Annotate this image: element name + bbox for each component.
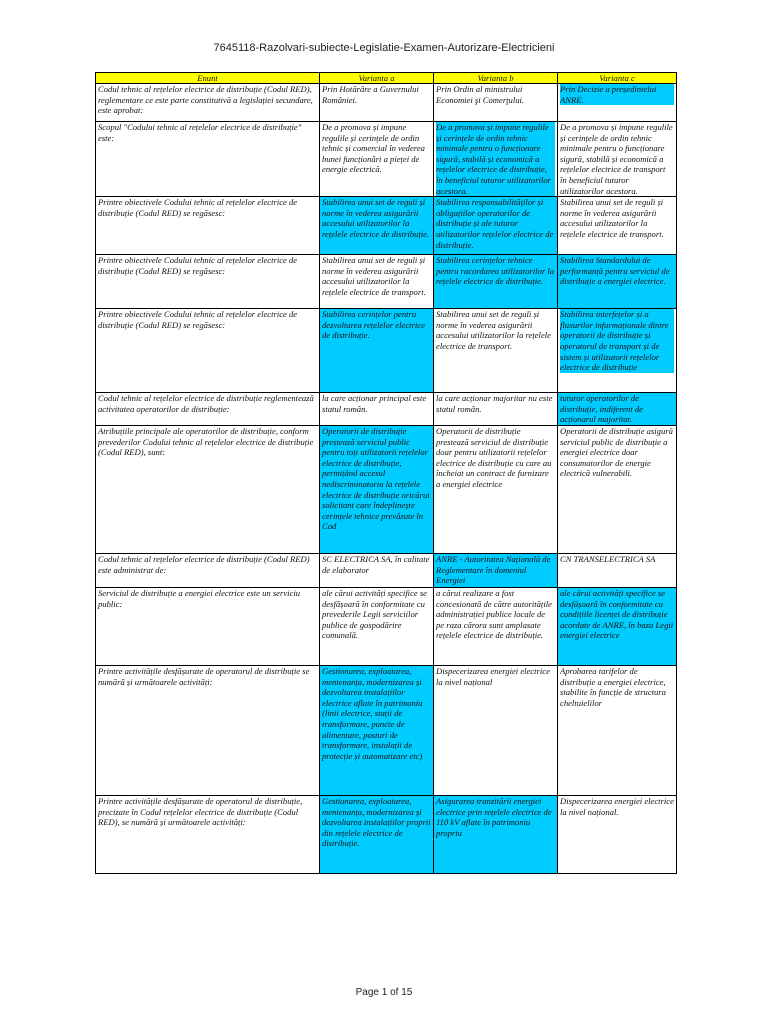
answer-c-cell bbox=[558, 587, 677, 665]
answer-c-text: Dispecerizarea energiei electrice la nivel național. bbox=[560, 795, 674, 817]
header-varianta-a: Varianta a bbox=[320, 73, 434, 84]
answer-c-text: tuturor operatorilor de distribuție, indiferent de acționarul majoritar. bbox=[560, 393, 643, 425]
answer-b-text: Operatorii de distribuție prestează serviciul de distribuție doar pentru utilizatorii rețelelor electrice de distribuție cu care au încheiat un contract de furnizare a energiei electrice bbox=[436, 425, 552, 489]
answer-a-cell bbox=[320, 84, 434, 122]
question-cell: Printre activitățile desfășurate de operatorul de distribuție, precizate în Codul rețelelor electrice de distribuție (Codul RED), se numără și următoarele activități: bbox=[96, 795, 320, 873]
answer-b-text: ANRE - Autoritatea Națională de Reglementare în domeniul Energiei bbox=[436, 553, 551, 586]
answer-b-cell bbox=[434, 197, 558, 255]
answer-a-cell bbox=[320, 425, 434, 553]
answer-a-cell bbox=[320, 255, 434, 309]
table-row bbox=[96, 553, 677, 587]
question-cell: Scopul "Codului tehnic al rețelelor electrice de distribuție" este: bbox=[96, 122, 320, 197]
table-row bbox=[96, 122, 677, 197]
answer-b-text: Prin Ordin al ministrului Economiei şi Comerţului. bbox=[436, 84, 525, 105]
answer-a-cell bbox=[320, 795, 434, 873]
table-row bbox=[96, 425, 677, 553]
answer-a-text: Prin Hotărâre a Guvernului României. bbox=[322, 84, 419, 105]
answer-c-text: CN TRANSELECTRICA SA bbox=[560, 553, 656, 564]
answer-a-text: Stabilirea unui set de reguli și norme în vederea asigurării accesului utilizatorilor la rețelele electrice de transport. bbox=[322, 255, 426, 297]
question-cell: Serviciul de distribuție a energiei electrice este un serviciu public: bbox=[96, 587, 320, 665]
table-row bbox=[96, 197, 677, 255]
header-enunt: Enunt bbox=[96, 73, 320, 84]
answer-b-text: Stabilirea cerințelor tehnice pentru racordarea utilizatorilor la rețelele electrice de distribuție. bbox=[436, 255, 555, 287]
answer-c-text: De a promova și impune regulile și cerințele de ordin tehnic minimale pentru o funcționare sigură, stabilă și economică a rețelelor electrice de transport în beneficiul tuturor utilizatorilor acestora. bbox=[560, 122, 673, 196]
question-cell: Printre obiectivele Codului tehnic al rețelelor electrice de distribuție (Codul RED) se regăsesc: bbox=[96, 197, 320, 255]
answer-c-text: ale cărui activități specifice se desfășoară în conformitate cu condițiile licenței de distribuție acordate de ANRE, în baza Legii energiei electrice bbox=[560, 587, 674, 641]
answer-b-cell bbox=[434, 122, 558, 197]
table-row bbox=[96, 84, 677, 122]
answer-c-cell bbox=[558, 197, 677, 255]
answer-c-text: Stabilirea Standardului de performanță pentru serviciul de distribuție a energiei electrice. bbox=[560, 255, 670, 287]
answer-c-text: Stabilirea interfețelor și a fluxurilor informaționale dintre operatorii de distribuție și operatorul de transport și de sistem și utilizatorii rețelelor electrice de distribuție bbox=[560, 309, 674, 373]
answer-b-text: a cărui realizare a fost concesionată de către autoritățile administrației publice locale de pe raza cărora sunt amplasate rețelele electrice de distribuție. bbox=[436, 587, 552, 641]
answer-c-cell bbox=[558, 122, 677, 197]
question-cell: Printre obiectivele Codului tehnic al rețelelor electrice de distribuție (Codul RED) se regăsesc: bbox=[96, 255, 320, 309]
answer-b-text: Dispecerizarea energiei electrice la nivel național bbox=[436, 665, 550, 687]
question-cell: Atribuțiile principale ale operatorilor de distribuție, conform prevederilor Codului tehnic al rețelelor electrice de distribuție (Codul RED), sunt: bbox=[96, 425, 320, 553]
answer-a-cell bbox=[320, 393, 434, 426]
answer-c-text: Operatorii de distribuție asigură serviciul public de distribuție a energiei electrice doar consumatorilor de energie electrică vulnerabili. bbox=[560, 425, 673, 479]
answer-b-cell bbox=[434, 587, 558, 665]
answer-a-cell bbox=[320, 553, 434, 587]
answer-c-cell bbox=[558, 425, 677, 553]
question-cell: Printre activitățile desfășurate de operatorul de distribuție se numără și următoarele activități: bbox=[96, 665, 320, 795]
table-row bbox=[96, 795, 677, 873]
page-footer: Page 1 of 15 bbox=[355, 987, 413, 998]
answer-a-text: la care acționar principal este statul român. bbox=[322, 393, 427, 414]
answer-c-text: Prin Decizie a președintelui ANRE. bbox=[560, 84, 674, 105]
answer-b-cell bbox=[434, 665, 558, 795]
answer-b-cell bbox=[434, 553, 558, 587]
question-cell: Codul tehnic al rețelelor electrice de distribuție (Codul RED) este administrat de: bbox=[96, 553, 320, 587]
answer-c-cell bbox=[558, 665, 677, 795]
question-cell: Printre obiectivele Codului tehnic al rețelelor electrice de distribuție (Codul RED) se regăsesc: bbox=[96, 309, 320, 393]
answer-c-cell bbox=[558, 84, 677, 122]
answer-a-cell bbox=[320, 122, 434, 197]
answer-c-cell bbox=[558, 309, 677, 393]
answer-b-cell bbox=[434, 425, 558, 553]
answer-c-text: Aprobarea tarifelor de distribuție a energiei electrice, stabilite în funcție de structura cheltuielilor bbox=[560, 665, 666, 708]
answer-b-text: la care acționar majoritar nu este statul român. bbox=[436, 393, 553, 414]
answer-a-text: Gestionarea, exploatarea, mentenanța, modernizarea și dezvoltarea instalațiilor proprii din rețelele electrice de distribuție. bbox=[322, 795, 431, 849]
answer-b-text: Stabilirea unui set de reguli și norme în vederea asigurării accesului utilizatorilor la rețelele electrice de transport. bbox=[436, 309, 551, 351]
question-cell: Codul tehnic al rețelelor electrice de distribuție reglementează activitatea operatorilor de distribuție: bbox=[96, 393, 320, 426]
answer-a-text: De a promova și impune regulile și cerințele de ordin tehnic și comercial în vederea bunei funcționări a pieței de energie electrică. bbox=[322, 122, 425, 175]
answer-b-cell bbox=[434, 84, 558, 122]
answer-a-text: Stabilirea cerințelor pentru dezvoltarea rețelelor electrice de distribuție. bbox=[322, 309, 425, 341]
answer-c-cell bbox=[558, 795, 677, 873]
answer-b-cell bbox=[434, 255, 558, 309]
table-row bbox=[96, 255, 677, 309]
table-row bbox=[96, 665, 677, 795]
answer-c-cell bbox=[558, 553, 677, 587]
header-varianta-c: Varianta c bbox=[558, 73, 677, 84]
table-row bbox=[96, 587, 677, 665]
questions-table bbox=[95, 72, 677, 874]
answer-b-cell bbox=[434, 795, 558, 873]
answer-b-text: De a promova și impune regulile și cerințele de ordin tehnic minimale pentru o funcționare sigură, stabilă și economică a rețelelor electrice de distribuție, în beneficiul tuturor utilizatorilor acestora. bbox=[436, 122, 555, 196]
answer-c-cell bbox=[558, 255, 677, 309]
answer-a-cell bbox=[320, 665, 434, 795]
table-header-row bbox=[96, 73, 677, 84]
answer-c-cell bbox=[558, 393, 677, 426]
header-varianta-b: Varianta b bbox=[434, 73, 558, 84]
question-cell: Codul tehnic al rețelelor electrice de distribuție (Codul RED), reglementare ce este parte constitutivă a legislației secundare, este aprobat: bbox=[96, 84, 320, 122]
answer-a-text: Gestionarea, exploatarea, mentenanța, modernizarea și dezvoltarea instalațiilor electrice aflate în patrimoniu (linii electrice, stații de transformare, puncte de alimentare, posturi de transformare, instalații de protecție și automatizare etc) bbox=[322, 665, 423, 761]
answer-a-cell bbox=[320, 309, 434, 393]
answer-b-cell bbox=[434, 309, 558, 393]
answer-a-text: Operatorii de distribuție prestează serviciul public pentru toți utilizatorii rețelelor electrice de distribuție, permițând accesul nediscriminatoriu la rețelele electrice de distribuție oricărui solicitant care îndeplinește cerințele tehnice prevăzute în Cod bbox=[322, 425, 430, 532]
answer-a-text: Stabilirea unui set de reguli și norme în vederea asigurării accesului utilizatorilor la rețelele electrice de distribuție. bbox=[322, 197, 430, 239]
answer-b-cell bbox=[434, 393, 558, 426]
answer-a-cell bbox=[320, 587, 434, 665]
document-title: 7645118-Razolvari-subiecte-Legislatie-Examen-Autorizare-Electricieni bbox=[213, 42, 555, 54]
answer-b-text: Asigurarea tranzitării energiei electrice prin rețelele electrice de 110 kV aflate în patrimoniu propriu bbox=[436, 795, 552, 838]
table-row bbox=[96, 309, 677, 393]
answer-c-text: Stabilirea unui set de reguli și norme în vederea asigurării accesului utilizatorilor la rețelele electrice de transport. bbox=[560, 197, 664, 239]
table-row bbox=[96, 393, 677, 426]
answer-a-cell bbox=[320, 197, 434, 255]
answer-a-text: ale cărui activități specifice se desfășoară în conformitate cu prevederile Legii serviciilor publice de gospodărire comunală. bbox=[322, 587, 428, 641]
answer-a-text: SC ELECTRICA SA, în calitate de elaborator bbox=[322, 553, 430, 575]
answer-b-text: Stabilirea responsabilităților și obligațiilor operatorilor de distribuție și ale tuturor utilizatorilor rețelelor electrice de distribuție. bbox=[436, 197, 554, 250]
